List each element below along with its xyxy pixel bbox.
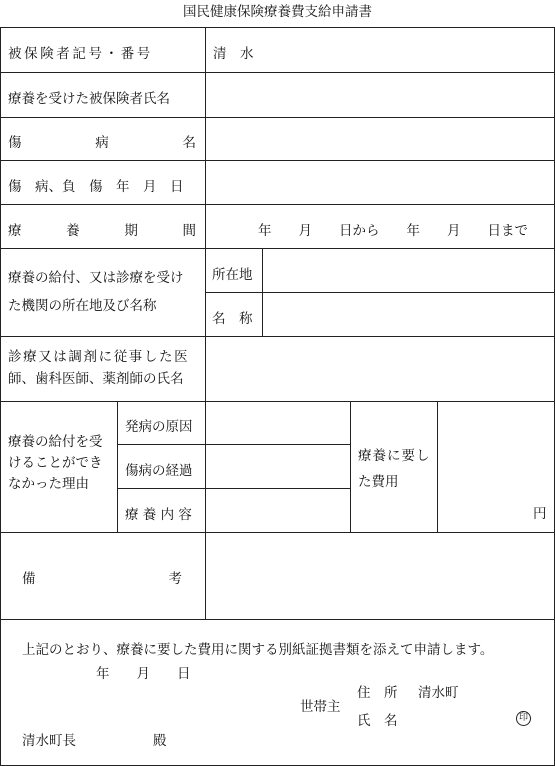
institution-name-label: 名 称: [212, 311, 253, 327]
label-char: 考: [168, 571, 182, 587]
injury-progress-field[interactable]: [206, 445, 350, 488]
disease-name-label: [8, 131, 196, 151]
location-label: 所在地: [212, 267, 253, 283]
practitioner-label-line: 師、歯科医師、薬剤師の氏名: [8, 371, 184, 387]
application-statement: 上記のとおり、療養に要した費用に関する別紙証拠書類を添えて申請します。: [22, 642, 494, 658]
householder-label: 世帯主: [300, 699, 341, 715]
practitioner-field[interactable]: [206, 337, 554, 401]
institution-label-line: た機関の所在地及び名称: [8, 298, 157, 314]
institution-name-field[interactable]: [263, 293, 554, 336]
treatment-content-label: 療 養 内 容: [125, 507, 192, 523]
table-border-left: [0, 27, 1, 766]
label-char: 間: [182, 223, 196, 239]
reason-label-line: 療養の給付を受: [8, 434, 103, 450]
address-label: 住 所: [357, 685, 398, 701]
address-value[interactable]: 清水町: [418, 685, 459, 701]
onset-cause-field[interactable]: [206, 402, 350, 444]
remarks-label: [22, 567, 182, 587]
label-char: 備: [22, 571, 36, 587]
cost-label-line: た費用: [358, 474, 399, 490]
yen-unit: 円: [533, 506, 547, 522]
onset-cause-label: 発病の原因: [125, 419, 193, 435]
row-divider: [0, 619, 555, 620]
insured-number-label: 被保険者記号・番号: [8, 46, 153, 62]
label-char: 病: [95, 135, 109, 151]
reason-column-divider: [117, 401, 118, 532]
name-label: 氏 名: [357, 713, 398, 729]
cost-label-line: 療養に要し: [358, 448, 431, 464]
label-char: 傷: [8, 135, 22, 151]
applicant-name-field[interactable]: [418, 706, 508, 726]
practitioner-label-line: 診療又は調剤に従事した医: [8, 349, 190, 365]
injury-date-label: 傷 病、負 傷 年 月 日: [8, 179, 184, 195]
location-field[interactable]: [263, 249, 554, 292]
reason-label-line: けることができ: [8, 455, 103, 471]
label-char: 名: [182, 135, 196, 151]
seal-mark: 印: [516, 711, 531, 726]
insured-number-value[interactable]: 清 水: [213, 46, 254, 62]
reason-label: [8, 432, 103, 495]
reason-label-line: なかった理由: [8, 476, 89, 492]
label-char: 期: [124, 223, 138, 239]
disease-name-field[interactable]: [206, 118, 554, 160]
form-title: 国民健康保険療養費支給申請書: [183, 4, 372, 20]
row-divider: [0, 204, 555, 205]
cost-column-divider-left: [350, 401, 351, 532]
label-char: 療: [8, 223, 22, 239]
addressee: 清水町長: [22, 733, 76, 749]
institution-label: [8, 264, 184, 320]
practitioner-label: [8, 346, 189, 390]
label-char: 養: [66, 223, 80, 239]
insured-person-label: 療養を受けた被保険者氏名: [8, 91, 170, 107]
injury-progress-label: 傷病の経過: [125, 463, 193, 479]
treatment-period-label: [8, 219, 196, 239]
application-date[interactable]: 年 月 日: [96, 666, 191, 682]
honorific: 殿: [153, 733, 167, 749]
institution-label-line: 療養の給付、又は診療を受け: [8, 270, 184, 286]
injury-date-field[interactable]: [206, 161, 554, 204]
table-border-top: [0, 27, 555, 28]
treatment-period-field[interactable]: 年 月 日から 年 月 日まで: [258, 223, 528, 239]
insured-person-field[interactable]: [206, 73, 554, 117]
treatment-content-field[interactable]: [206, 489, 350, 532]
remarks-field[interactable]: [206, 533, 554, 619]
cost-label: [358, 443, 431, 495]
